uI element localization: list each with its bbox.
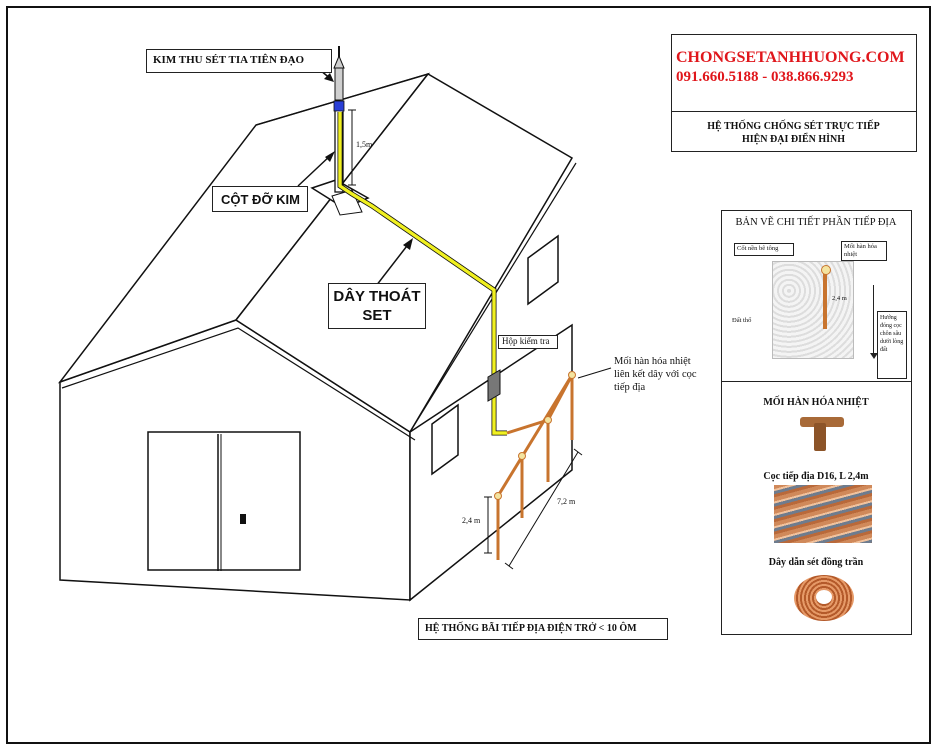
mast-blue-coupler	[334, 101, 344, 111]
rod-component-image	[774, 485, 872, 543]
down-conductor-label-1: DÂY THOÁT	[333, 288, 421, 305]
down-conductor-label-2: SET	[362, 307, 392, 324]
concrete-label-box	[734, 243, 794, 256]
weld-note-arrow	[578, 368, 611, 378]
soil-label: Đất thổ	[732, 317, 752, 324]
dim-tick	[574, 449, 582, 455]
brand-divider	[672, 111, 916, 112]
detail-panel	[721, 210, 912, 635]
detail-panel-title: BẢN VẼ CHI TIẾT PHẦN TIẾP ĐỊA	[735, 217, 897, 228]
weld-note: Mối hàn hóa nhiệt liên kết dây với cọc tiếp địa	[614, 356, 697, 393]
mast-label-box	[212, 186, 308, 212]
test-box-label: Hộp kiểm tra	[502, 336, 550, 346]
mast-label: CỘT ĐỠ KIM	[221, 192, 300, 207]
detail-rod	[823, 269, 827, 329]
garage-door	[148, 432, 300, 570]
weld-point	[569, 372, 576, 379]
brand-phones: 091.660.5188 - 038.866.9293	[676, 69, 854, 85]
dim-tick	[505, 563, 513, 569]
brand-website: CHONGSETANHHUONG.COM	[676, 49, 905, 66]
panel-divider	[722, 381, 911, 382]
weld-detail-label: Mối hàn hóa nhiệt	[844, 243, 877, 258]
rod-label-box	[146, 49, 332, 73]
grounding-system-label: HỆ THỐNG BÃI TIẾP ĐỊA ĐIỆN TRỞ < 10 ÔM	[425, 623, 637, 634]
mast-height-label: 1,5m	[356, 140, 373, 149]
direction-label: Hướng đóng cọc chôn sâu dưới lòng đất	[880, 315, 904, 353]
lightning-rod-body	[335, 68, 343, 100]
rod-depth-label: 2,4 m	[462, 516, 481, 525]
test-box-label-box	[498, 335, 558, 349]
system-title-2: HIỆN ĐẠI ĐIỂN HÌNH	[741, 134, 846, 145]
weld-component-title: MỐI HÀN HÓA NHIỆT	[763, 397, 869, 408]
wire-coil-center	[816, 590, 832, 604]
grounding-system-box	[418, 618, 668, 640]
direction-box	[877, 311, 907, 379]
weld-point	[519, 453, 526, 460]
brand-box	[671, 34, 917, 152]
weld-point	[495, 493, 502, 500]
lightning-rod-head	[334, 56, 344, 68]
soil-section	[772, 261, 854, 359]
grid-length-label: 7,2 m	[557, 497, 576, 506]
detail-weld-dot	[821, 265, 831, 275]
wire-component-title: Dây dẫn sét đồng trần	[768, 557, 864, 568]
side-window-upper	[528, 236, 558, 304]
weld-component-image-stem	[814, 423, 826, 451]
weld-detail-box	[841, 241, 887, 261]
weld-point	[545, 417, 552, 424]
direction-arrow	[873, 285, 874, 355]
detail-depth-label: 2,4 m	[832, 295, 847, 302]
concrete-label: Cốt nền bê tông	[737, 245, 779, 252]
door-handle	[240, 514, 246, 524]
rod-label: KIM THU SÉT TIA TIÊN ĐẠO	[153, 54, 305, 66]
wire-component-image	[786, 571, 862, 627]
down-conductor-label-box	[328, 283, 426, 329]
rod-component-title: Cọc tiếp địa D16, L 2,4m	[763, 471, 869, 482]
system-title-1: HỆ THỐNG CHỐNG SÉT TRỰC TIẾP	[707, 121, 880, 132]
